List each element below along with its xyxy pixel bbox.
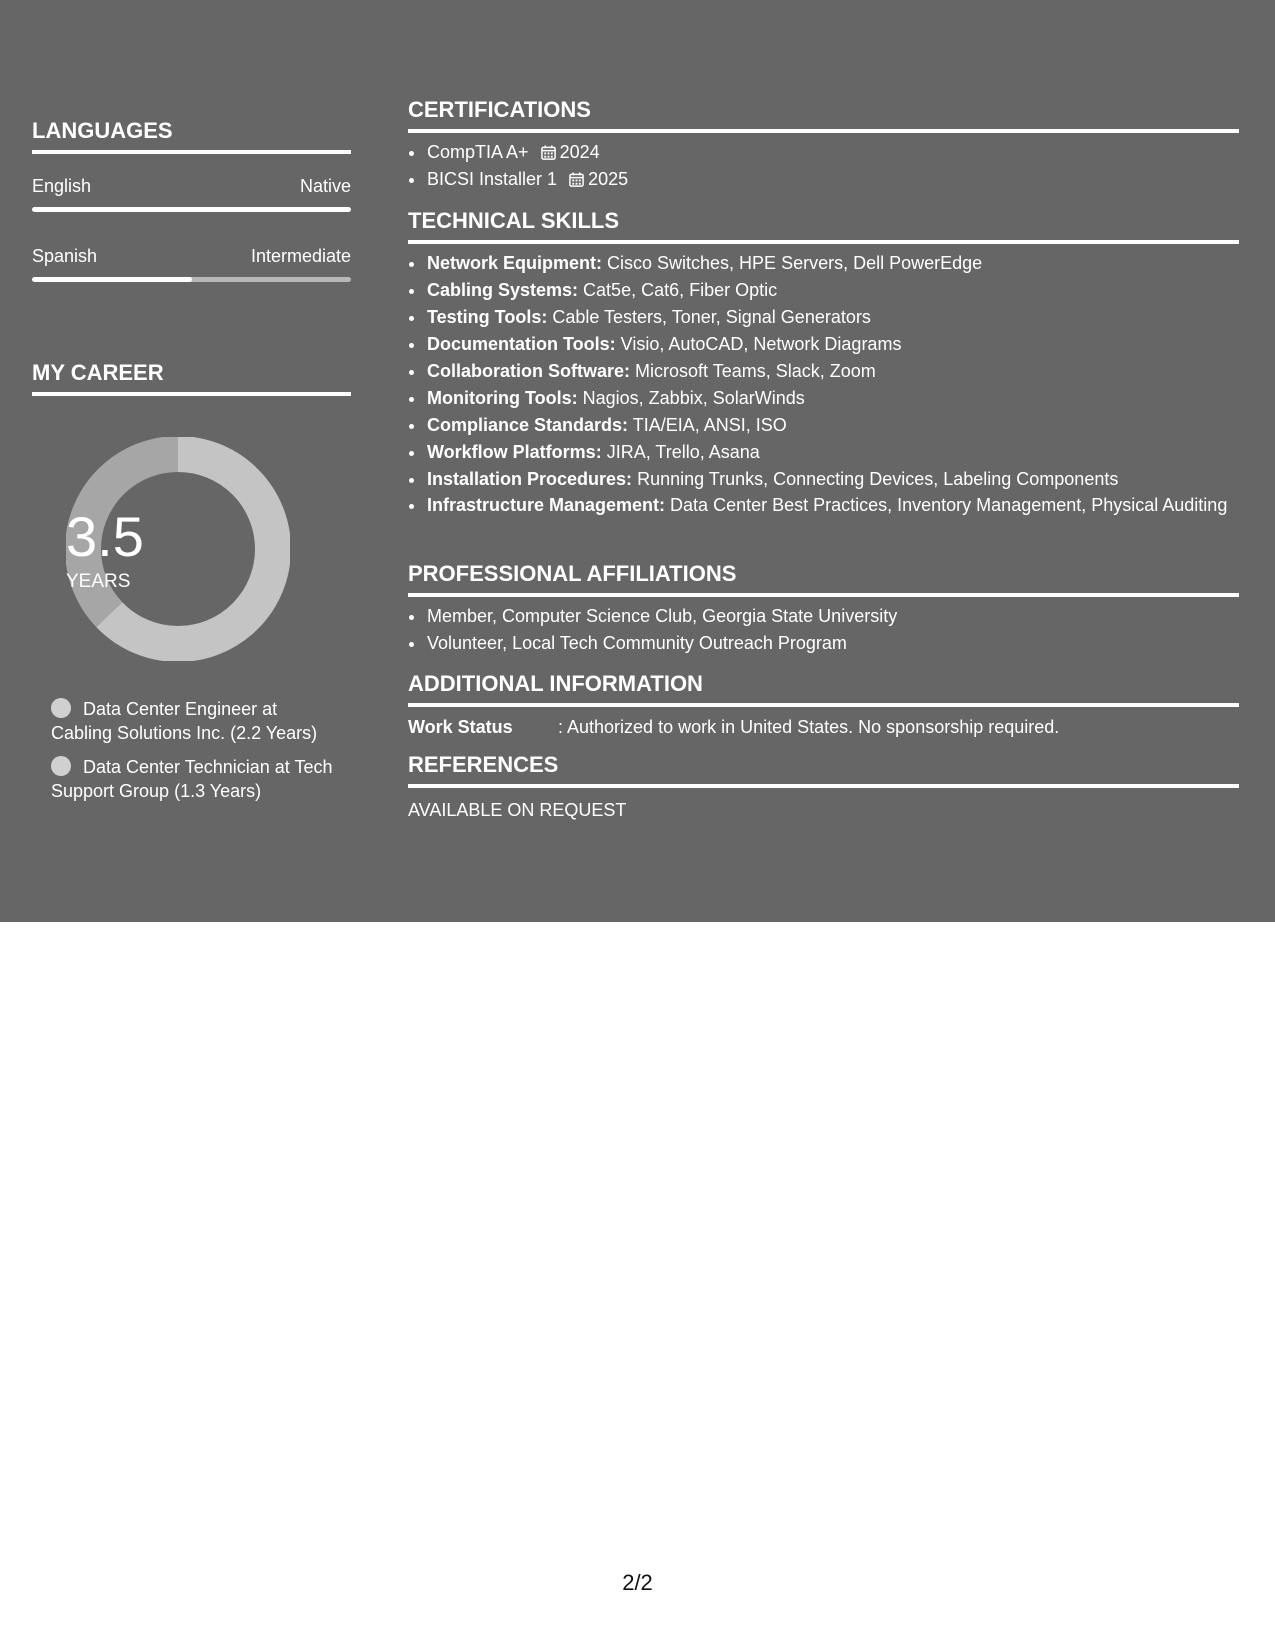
- skill-text: Running Trunks, Connecting Devices, Labeling Components: [632, 469, 1119, 489]
- affiliation-item: • Member, Computer Science Club, Georgia State University: [426, 603, 1239, 630]
- language-proficiency-fill: [32, 207, 351, 212]
- career-total-unit: YEARS: [66, 571, 131, 592]
- skill-text: Visio, AutoCAD, Network Diagrams: [615, 334, 902, 354]
- skill-item: [426, 358, 1239, 385]
- skill-item: [426, 493, 1239, 517]
- career-item-label: Data Center Technician at Tech Support Group (1.3 Years): [51, 757, 333, 801]
- references-section: [408, 752, 1239, 822]
- language-proficiency-fill: [32, 277, 192, 282]
- work-status-label: Work Status: [408, 717, 513, 737]
- certification-item: [426, 166, 1239, 193]
- affiliations-section: [408, 561, 1239, 657]
- technical-skills-heading: TECHNICAL SKILLS: [408, 208, 1239, 244]
- skill-label: Collaboration Software:: [427, 361, 631, 381]
- language-spanish: [32, 245, 351, 282]
- career-item-label: Data Center Engineer at Cabling Solutions Inc. (2.2 Years): [51, 699, 318, 743]
- additional-info-heading: ADDITIONAL INFORMATION: [408, 671, 1239, 707]
- calendar-icon: [541, 145, 556, 160]
- skill-label: Network Equipment:: [427, 253, 603, 273]
- career-dot-icon: [51, 698, 71, 718]
- technical-skills-section: [408, 208, 1239, 517]
- certification-name: BICSI Installer 1: [427, 169, 558, 189]
- language-name: English: [32, 176, 92, 196]
- skill-item: [426, 277, 1239, 304]
- skill-item: [426, 412, 1239, 439]
- skill-label: Cabling Systems:: [427, 280, 579, 300]
- skill-item: [426, 466, 1239, 493]
- career-dot-icon: [51, 756, 71, 776]
- skill-label: Testing Tools:: [427, 307, 548, 327]
- skill-text: TIA/EIA, ANSI, ISO: [628, 415, 787, 435]
- language-level: Intermediate: [250, 246, 351, 266]
- work-status-row: [408, 715, 1239, 739]
- skill-item: [426, 304, 1239, 331]
- additional-info-section: [408, 671, 1239, 739]
- calendar-icon: [569, 172, 584, 187]
- work-status-value: : Authorized to work in United States. No sponsorship required.: [558, 717, 1060, 737]
- certification-item: [426, 139, 1239, 166]
- skill-text: Cable Testers, Toner, Signal Generators: [547, 307, 871, 327]
- affiliation-item: • Volunteer, Local Tech Community Outreach Program: [426, 630, 1239, 657]
- skill-label: Monitoring Tools:: [427, 388, 578, 408]
- career-item: [51, 697, 341, 745]
- skill-item: [426, 439, 1239, 466]
- skill-text: Microsoft Teams, Slack, Zoom: [630, 361, 876, 381]
- career-total-value: 3.5: [66, 505, 144, 568]
- language-proficiency-bar: [32, 277, 351, 282]
- skill-text: Cat5e, Cat6, Fiber Optic: [578, 280, 778, 300]
- skill-item: [426, 385, 1239, 412]
- career-list: [51, 697, 341, 813]
- page-number: 2/2: [622, 1570, 653, 1595]
- career-donut-chart: [66, 437, 290, 661]
- language-level: Native: [299, 176, 351, 196]
- certifications-section: [408, 97, 1239, 193]
- certifications-heading: CERTIFICATIONS: [408, 97, 1239, 133]
- certification-name: CompTIA A+: [427, 142, 529, 162]
- affiliations-heading: PROFESSIONAL AFFILIATIONS: [408, 561, 1239, 597]
- language-name: Spanish: [32, 246, 98, 266]
- technical-skills-list: [408, 250, 1239, 517]
- career-item: [51, 755, 341, 803]
- language-english: [32, 175, 351, 212]
- languages-heading: LANGUAGES: [32, 118, 351, 154]
- skill-label: Installation Procedures:: [427, 469, 633, 489]
- affiliations-list: [408, 603, 1239, 657]
- skill-item: [426, 250, 1239, 277]
- references-text: AVAILABLE ON REQUEST: [408, 800, 627, 820]
- skill-item: [426, 331, 1239, 358]
- skill-label: Compliance Standards:: [427, 415, 629, 435]
- skill-label: Workflow Platforms:: [427, 442, 602, 462]
- skill-text: JIRA, Trello, Asana: [601, 442, 760, 462]
- references-heading: REFERENCES: [408, 752, 1239, 788]
- skill-text: Nagios, Zabbix, SolarWinds: [577, 388, 805, 408]
- certifications-list: [408, 139, 1239, 193]
- skill-label: Infrastructure Management:: [427, 495, 666, 515]
- language-proficiency-bar: [32, 207, 351, 212]
- skill-text: Data Center Best Practices, Inventory Management, Physical Auditing: [665, 495, 1228, 515]
- career-heading: MY CAREER: [32, 360, 351, 396]
- skill-label: Documentation Tools:: [427, 334, 616, 354]
- certification-year: 2024: [559, 142, 600, 162]
- certification-year: 2025: [588, 169, 629, 189]
- skill-text: Cisco Switches, HPE Servers, Dell PowerEdge: [602, 253, 983, 273]
